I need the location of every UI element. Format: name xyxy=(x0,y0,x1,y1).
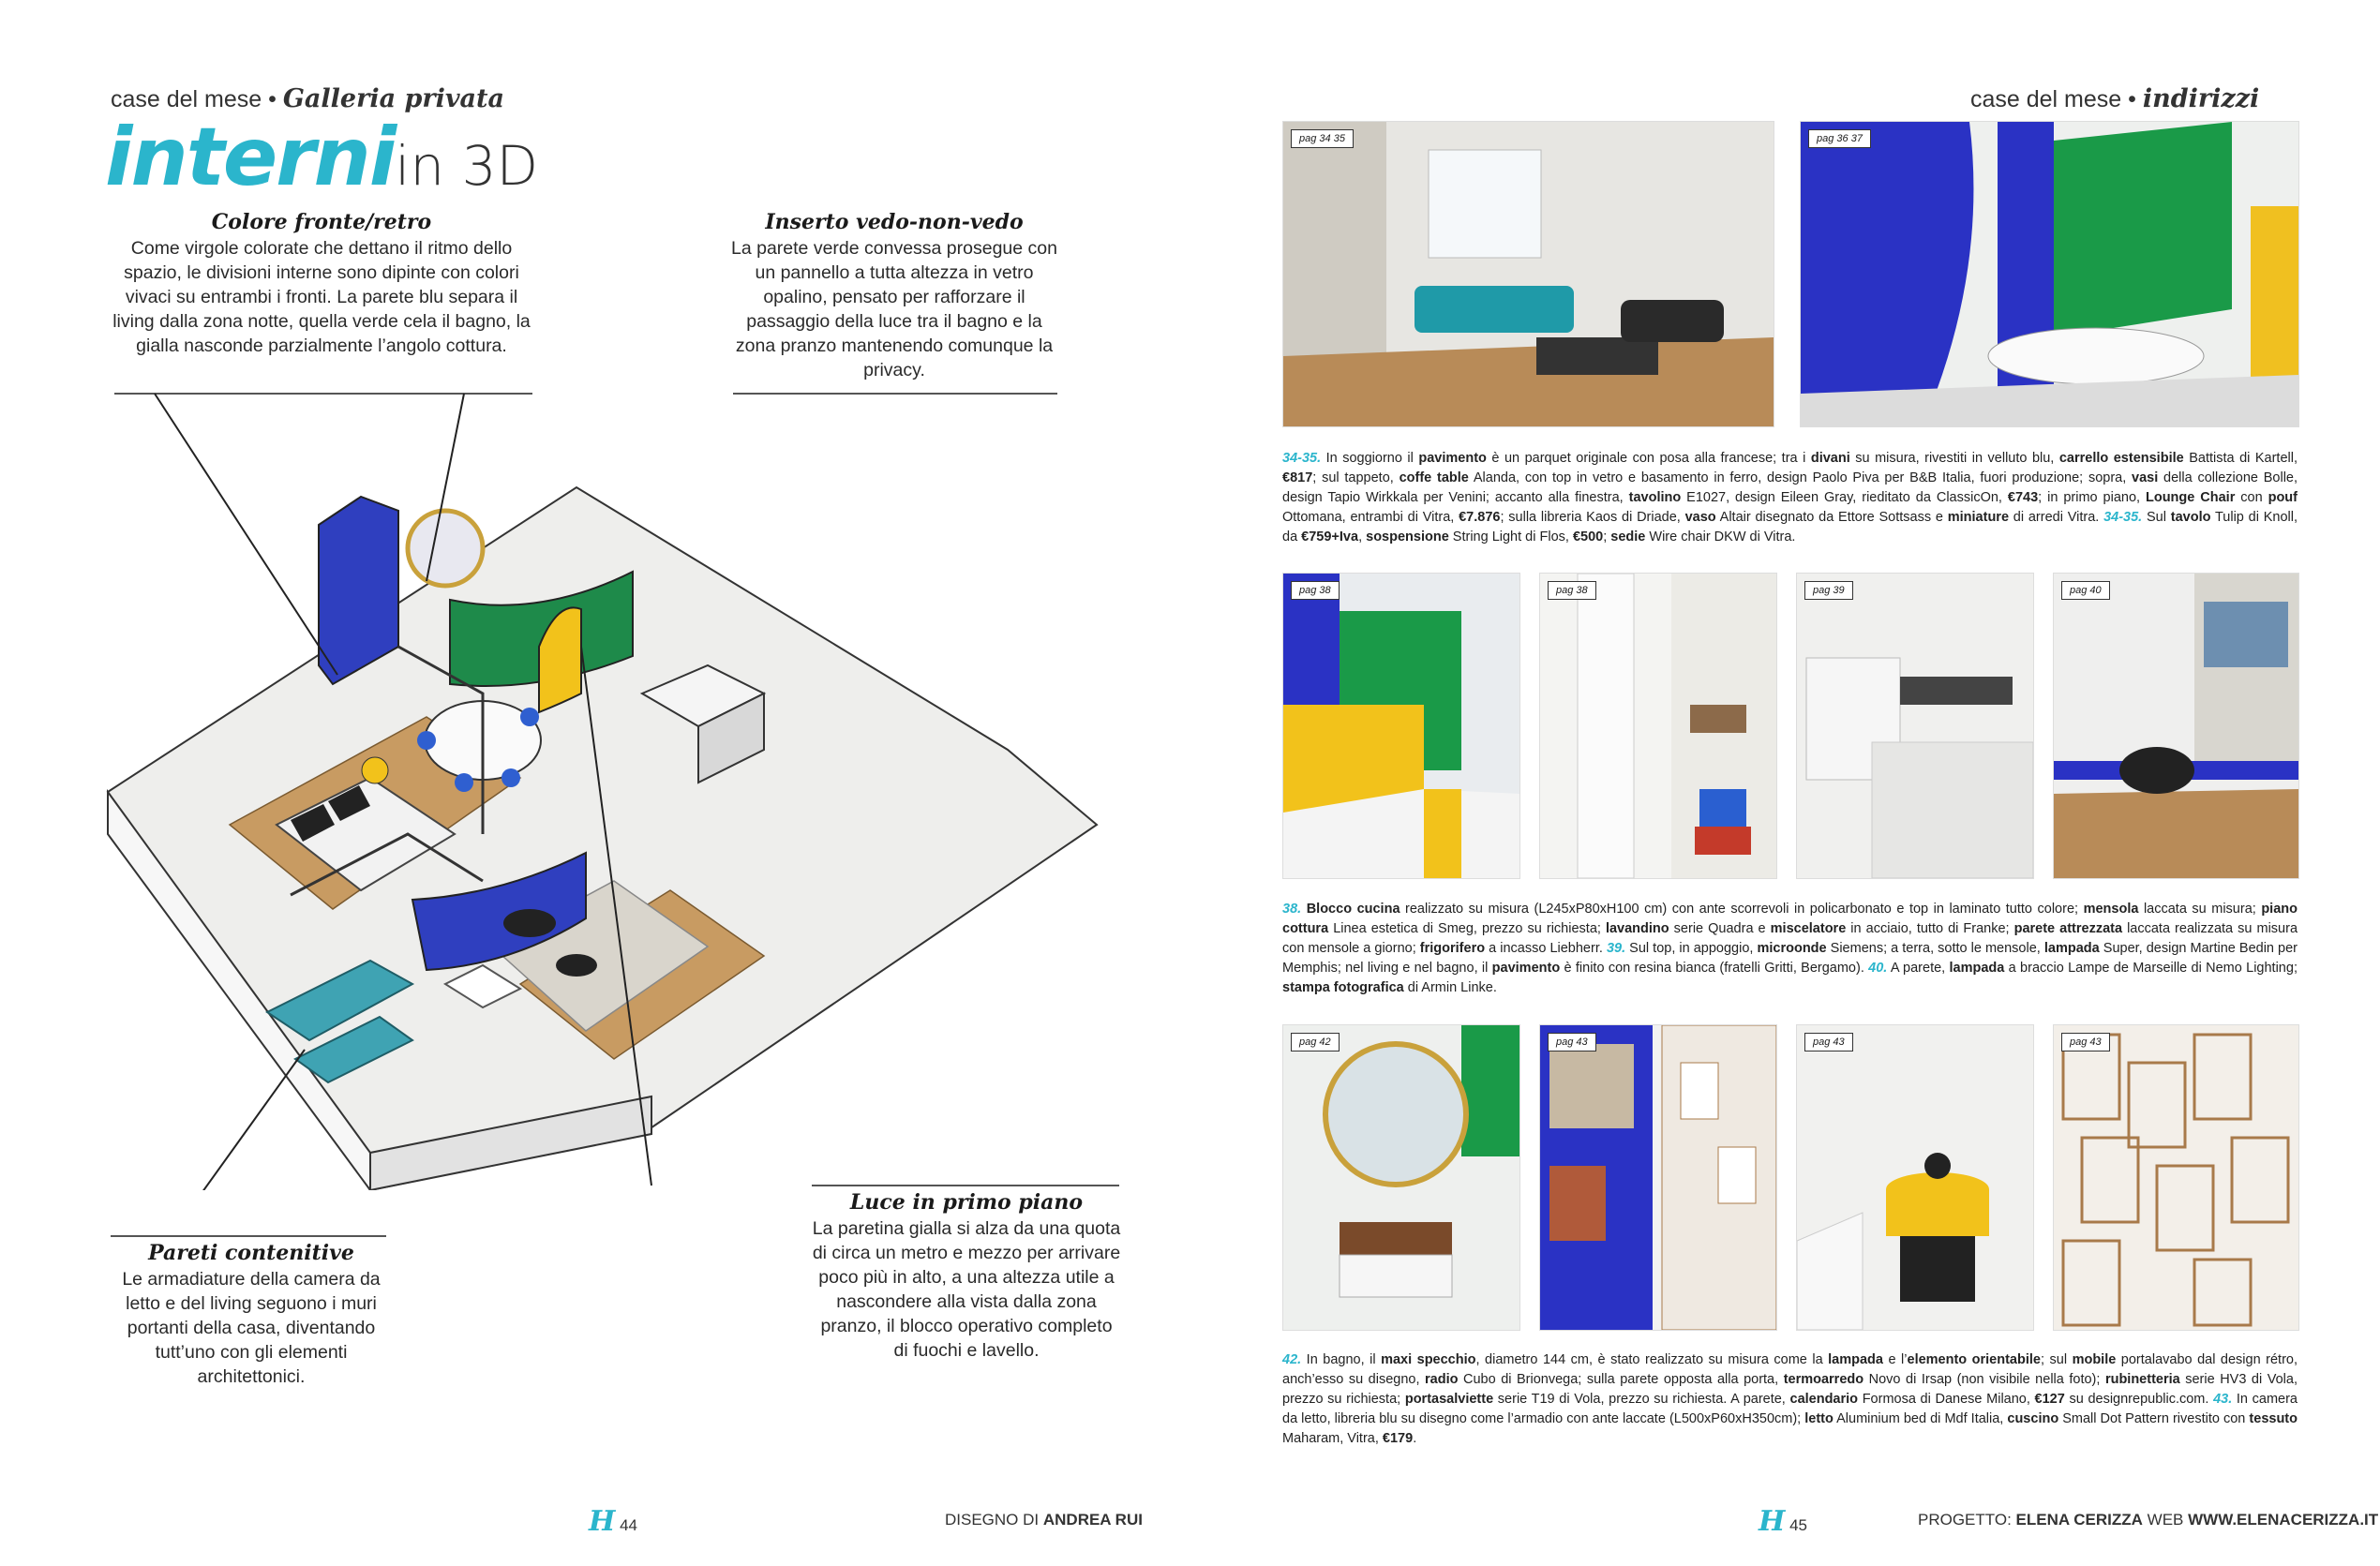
note-inserto: Inserto vedo-non-vedo La parete verde convessa prosegue con un pannello a tutta altezza in vetro opalino, pensato per rafforzare il passaggio della luce tra il bagno e la zona pranzo mantenendo comunque la privacy. xyxy=(731,210,1057,380)
photo-tag: pag 38 xyxy=(1548,581,1596,600)
photo-bathroom xyxy=(1282,1024,1520,1331)
left-section: Galleria privata xyxy=(282,84,504,113)
right-footer-page: H 45 xyxy=(1759,1505,1808,1538)
page-title: interniin 3D xyxy=(105,111,539,204)
photo-tag: pag 43 xyxy=(1548,1033,1596,1051)
left-kicker: case del mese • Galleria privata xyxy=(111,84,504,113)
photo-bookcase xyxy=(1539,1024,1777,1331)
photo-lounge xyxy=(2053,573,2299,879)
photo-kitchen xyxy=(1282,573,1520,879)
photo-tag: pag 40 xyxy=(2061,581,2110,600)
photo-shelves xyxy=(1539,573,1777,879)
note-luce: Luce in primo piano La paretina gialla si alza da una quota di circa un metro e mezzo per arrivare poco più in alto, a una altezza utile a nascondere alla vista dalla zona pranzo, il blocco operativo completo di fuochi e lavello. xyxy=(812,1190,1121,1361)
photo-tag: pag 39 xyxy=(1804,581,1853,600)
photo-tag: pag 43 xyxy=(1804,1033,1853,1051)
photo-bedside xyxy=(1796,1024,2034,1331)
photo-tag: pag 38 xyxy=(1291,581,1340,600)
photo-dining xyxy=(1800,121,2299,427)
left-footer-credit: DISEGNO DI ANDREA RUI xyxy=(945,1511,1143,1529)
photo-tag: pag 36 37 xyxy=(1808,129,1871,148)
caption-38-40: 38. Blocco cucina realizzato su misura (L245xP80xH100 cm) con ante scorrevoli in policarbonato e top in laminato tutto colore; mensola laccata su misura; piano cottura Linea estetica di Smeg, prezzo su richiesta; lavandino serie Quadra e miscelatore in acciaio, tutto di Franke; parete attrezzata laccata realizzata su misura con mensole a giorno; frigorifero a incasso Liebherr. 39. Sul top, in appoggio, microonde Siemens; a terra, sotto le mensole, lampada Super, design Martine Bedin per Memphis; nel living e nel bagno, il pavimento è finito con resina bianca (fratelli Gritti, Bergamo). 40. A parete, lampada a braccio Lampe de Marseille di Nemo Lighting; stampa fotografica di Armin Linke. xyxy=(1282,902,2298,995)
photo-tag: pag 34 35 xyxy=(1291,129,1354,148)
photo-tag: pag 42 xyxy=(1291,1033,1340,1051)
right-footer-credit: PROGETTO: ELENA CERIZZA WEB WWW.ELENACERIZZA.IT xyxy=(1918,1511,2379,1529)
caption-42-43: 42. In bagno, il maxi specchio, diametro 144 cm, è stato realizzato su misura come la lampada e l’elemento orientabile; sul mobile portalavabo dal design rétro, anch’esso su disegno, radio Cubo di Brionvega; sulla parete opposta alla porta, termoarredo Novo di Irsap (non visibile nella foto); rubinetteria serie HV3 di Vola, prezzo su richiesta; portasalviette serie T19 di Vola, prezzo su richiesta. A parete, calendario Formosa di Danese Milano, €127 su designrepublic.com. 43. In camera da letto, libreria blu su disegno come l’armadio con ante laccate (L500xP60xH350cm); letto Aluminium bed di Mdf Italia, cuscino Small Dot Pattern rivestito con tessuto Maharam, Vitra, €179. xyxy=(1282,1352,2298,1446)
photo-kitchen-white xyxy=(1796,573,2034,879)
note-rule xyxy=(111,1235,386,1237)
axonometric-drawing xyxy=(89,384,1176,1190)
note-colore: Colore fronte/retro Come virgole colorate che dettano il ritmo dello spazio, le divisioni interne sono dipinte con colori vivaci su entrambi i fronti. La parete blu separa il living dalla zona notte, quella verde cela il bagno, la gialla nasconde parzialmente l’angolo cottura. xyxy=(112,210,531,356)
web-link[interactable]: WWW.ELENACERIZZA.IT xyxy=(2188,1511,2379,1529)
photo-tag: pag 43 xyxy=(2061,1033,2110,1051)
right-section: indirizzi xyxy=(2142,84,2260,113)
left-footer-page: H 44 xyxy=(589,1505,638,1538)
photo-wardrobe xyxy=(2053,1024,2299,1331)
photo-living xyxy=(1282,121,1774,427)
note-pareti: Pareti contenitive Le armadiature della camera da letto e del living seguono i muri portanti della casa, diventando tutt’uno con gli elementi architettonici. xyxy=(122,1241,381,1387)
caption-34-35: 34-35. In soggiorno il pavimento è un parquet originale con posa alla francese; tra i divani su misura, rivestiti in velluto blu, carrello estensibile Battista di Kartell, €817; sul tappeto, coffe table Alanda, con top in vetro e basamento in ferro, design Paolo Piva per B&B Italia, fuori produzione; sopra, vasi della collezione Bolle, design Tapio Wirkkala per Venini; accanto alla finestra, tavolino E1027, design Eileen Gray, rieditato da ClassicOn, €743; in primo piano, Lounge Chair con pouf Ottomana, entrambi di Vitra, €7.876; sulla libreria Kaos di Driade, vaso Altair disegnato da Ettore Sottsass e miniature di arredi Vitra. 34-35. Sul tavolo Tulip di Knoll, da €759+Iva, sospensione String Light di Flos, €500; sedie Wire chair DKW di Vitra. xyxy=(1282,451,2298,544)
right-kicker: case del mese • indirizzi xyxy=(1970,84,2260,113)
